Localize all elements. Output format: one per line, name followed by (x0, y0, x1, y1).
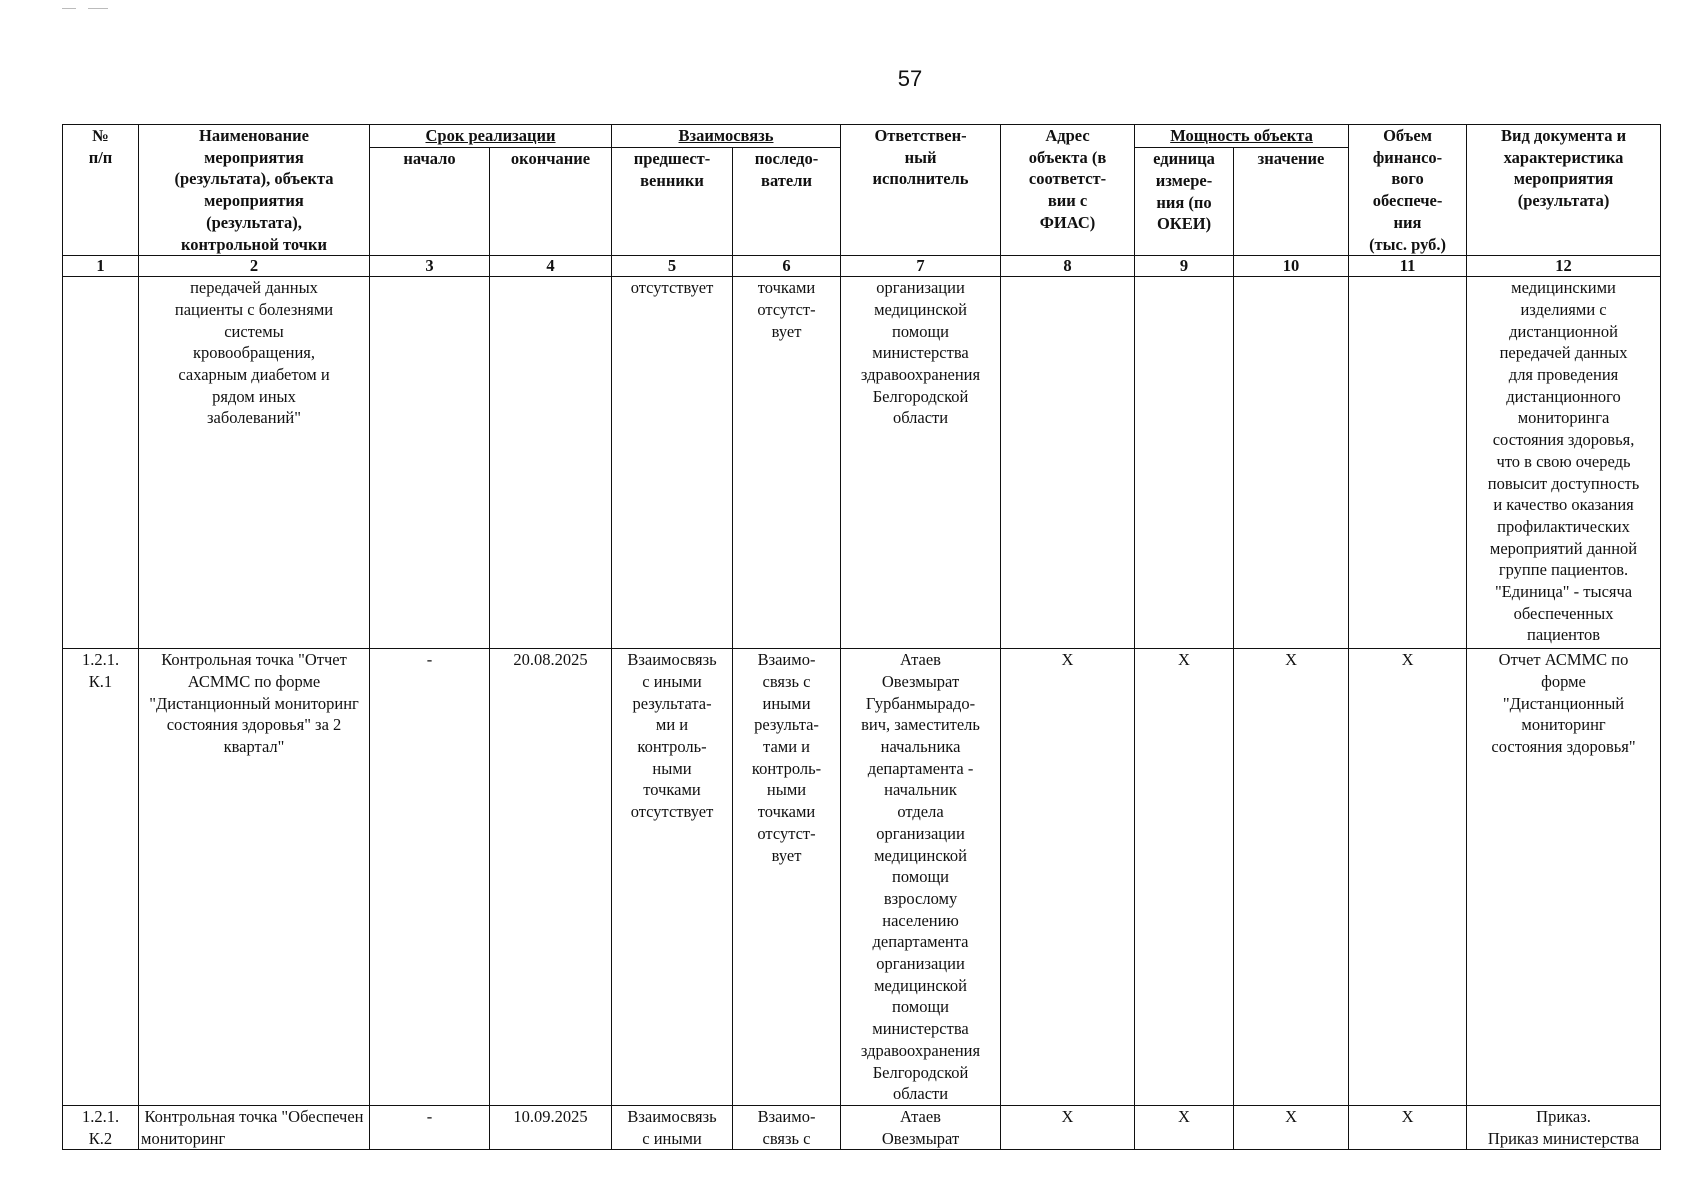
header-capacity-unit: единица измере- ния (по ОКЕИ) (1135, 148, 1234, 256)
column-number: 3 (370, 256, 490, 277)
cell-num: 1.2.1. К.1 (63, 649, 139, 1106)
page-number: 57 (897, 66, 923, 91)
column-number: 9 (1135, 256, 1234, 277)
column-number: 12 (1467, 256, 1661, 277)
cell-funding: X (1349, 1105, 1467, 1149)
cell-num: 1.2.1. К.2 (63, 1105, 139, 1149)
cell-end (490, 277, 612, 649)
cell-start: - (370, 1105, 490, 1149)
table-row (63, 1105, 1661, 1149)
cell-value: X (1234, 649, 1349, 1106)
cell-responsible: Атаев Овезмырат (841, 1105, 1001, 1149)
column-number: 6 (733, 256, 841, 277)
cell-name: Контрольная точка "Обеспечен мониторинг (139, 1105, 370, 1149)
header-capacity-group: Мощность объекта (1135, 125, 1349, 148)
header-capacity-value: значение (1234, 148, 1349, 256)
cell-name: Контрольная точка "Отчет АСММС по форме "Дистанционный мониторинг состояния здоровья" за 2 квартал" (139, 649, 370, 1106)
cell-responsible: организации медицинской помощи министерства здравоохранения Белгородской области (841, 277, 1001, 649)
scan-mark (88, 8, 108, 9)
cell-funding (1349, 277, 1467, 649)
cell-responsible: Атаев Овезмырат Гурбанмырадо- вич, заместитель начальника департамента - начальник отдела организации медицинской помощи взрослому населению департамента организации медицинской помощи министерства здравоохранения Белгородской области (841, 649, 1001, 1106)
cell-num (63, 277, 139, 649)
header-address: Адрес объекта (в соответст- вии с ФИАС) (1001, 125, 1135, 256)
cell-funding: X (1349, 649, 1467, 1106)
column-number: 4 (490, 256, 612, 277)
column-number: 10 (1234, 256, 1349, 277)
cell-address: X (1001, 649, 1135, 1106)
cell-prev: Взаимосвязь с иными результата- ми и контроль- ными точками отсутствует (612, 649, 733, 1106)
header-doc-type: Вид документа и характеристика мероприятия (результата) (1467, 125, 1661, 256)
header-link-prev: предшест- венники (612, 148, 733, 256)
table-row (63, 649, 1661, 1106)
cell-unit: X (1135, 1105, 1234, 1149)
cell-next: Взаимо- связь с иными результа- тами и контроль- ными точками отсутст- вует (733, 649, 841, 1106)
cell-next: Взаимо- связь с (733, 1105, 841, 1149)
cell-next: точками отсутст- вует (733, 277, 841, 649)
measures-table (62, 124, 1661, 1150)
cell-unit: X (1135, 649, 1234, 1106)
column-number: 8 (1001, 256, 1135, 277)
header-row-1 (63, 125, 1661, 148)
header-num: № п/п (63, 125, 139, 256)
header-term-end: окончание (490, 148, 612, 256)
header-responsible: Ответствен- ный исполнитель (841, 125, 1001, 256)
cell-start: - (370, 649, 490, 1106)
header-link-next: последо- ватели (733, 148, 841, 256)
cell-end: 10.09.2025 (490, 1105, 612, 1149)
header-name: Наименование мероприятия (результата), объекта мероприятия (результата), контрольной точки (139, 125, 370, 256)
cell-address: X (1001, 1105, 1135, 1149)
header-term-group: Срок реализации (370, 125, 612, 148)
column-number-row (63, 256, 1661, 277)
cell-name: передачей данных пациенты с болезнями системы кровообращения, сахарным диабетом и рядом иных заболеваний" (139, 277, 370, 649)
cell-doc: медицинскими изделиями с дистанционной передачей данных для проведения дистанционного мониторинга состояния здоровья, что в свою очередь повысит доступность и качество оказания профилактических мероприятий данной группе пациентов. "Единица" - тысяча обеспеченных пациентов (1467, 277, 1661, 649)
header-link-group: Взаимосвязь (612, 125, 841, 148)
column-number: 7 (841, 256, 1001, 277)
cell-value (1234, 277, 1349, 649)
header-term-start: начало (370, 148, 490, 256)
cell-prev: отсутствует (612, 277, 733, 649)
cell-doc: Отчет АСММС по форме "Дистанционный мониторинг состояния здоровья" (1467, 649, 1661, 1106)
column-number: 5 (612, 256, 733, 277)
cell-prev: Взаимосвязь с иными (612, 1105, 733, 1149)
column-number: 11 (1349, 256, 1467, 277)
table-row (63, 277, 1661, 649)
scan-mark (62, 8, 76, 9)
cell-address (1001, 277, 1135, 649)
cell-value: X (1234, 1105, 1349, 1149)
cell-unit (1135, 277, 1234, 649)
column-number: 2 (139, 256, 370, 277)
cell-end: 20.08.2025 (490, 649, 612, 1106)
header-funding: Объем финансо- вого обеспече- ния (тыс. руб.) (1349, 125, 1467, 256)
cell-doc: Приказ. Приказ министерства (1467, 1105, 1661, 1149)
cell-start (370, 277, 490, 649)
column-number: 1 (63, 256, 139, 277)
